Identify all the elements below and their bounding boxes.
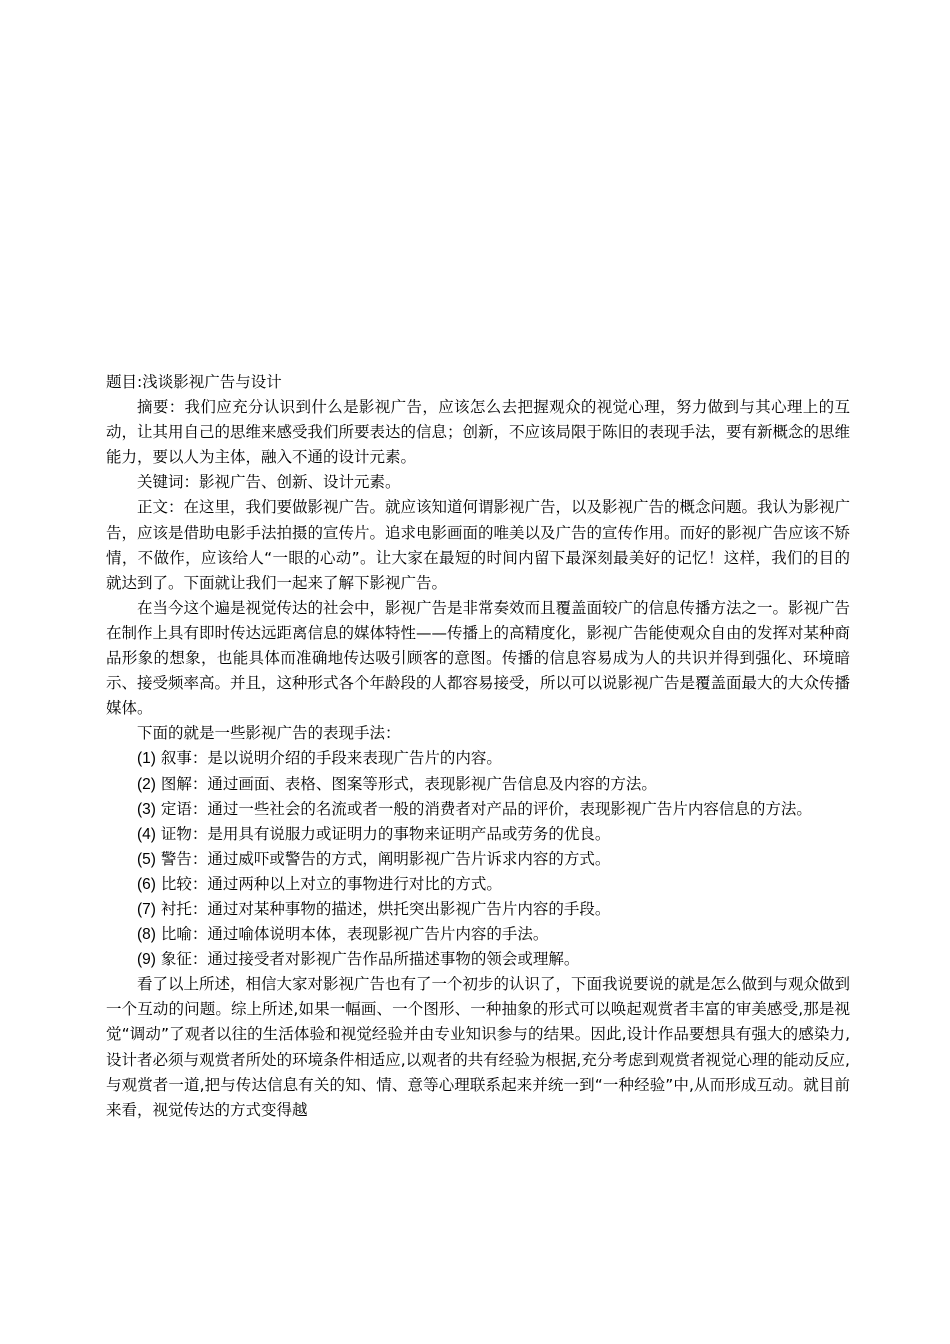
list-item [106, 797, 850, 822]
list-item-text: 比较：通过两种以上对立的事物进行对比的方式。 [155, 874, 502, 893]
list-item-text: 象征：通过接受者对影视广告作品所描述事物的领会或理解。 [155, 950, 580, 969]
keywords-paragraph: 关键词：影视广告、创新、设计元素。 [137, 473, 401, 492]
list-item-text: 叙事：是以说明介绍的手段来表现广告片的内容。 [155, 749, 502, 768]
list-intro-paragraph: 下面的就是一些影视广告的表现手法： [137, 724, 401, 743]
body-paragraph-final: 看了以上所述，相信大家对影视广告也有了一个初步的认识了，下面我说要说的就是怎么做到与观众做到一个互动的问题。综上所述,如果一幅画、一个图形、一种抽象的形式可以唤起观赏者丰富的审美感受,那是视觉“调动”了观者以往的生活体验和视觉经验并由专业知识参与的结果。因此,设计作品要想具有强大的感染力,设计者必须与观赏者所处的环境条件相适应,以观者的共有经验为根据,充分考虑到观赏者视觉心理的能动反应,与观赏者一道,把与传达信息有关的知、情、意等心理联系起来并统一到“一种经验”中,从而形成互动。就目前来看，视觉传达的方式变得越 [106, 975, 851, 1119]
body-paragraph-2: 在当今这个遍是视觉传达的社会中，影视广告是非常奏效而且覆盖面较广的信息传播方法之一。影视广告在制作上具有即时传达远距离信息的媒体特性——传播上的高精度化，影视广告能使观众自由的发挥对某种商品形象的想象，也能具体而准确地传达吸引顾客的意图。传播的信息容易成为人的共识并得到强化、环境暗示、接受频率高。并且，这种形式各个年龄段的人都容易接受，所以可以说影视广告是覆盖面最大的大众传播媒体。 [106, 598, 851, 718]
list-item [106, 847, 850, 872]
list-item-number: (4) [137, 825, 156, 843]
list-item-text: 衬托：通过对某种事物的描述，烘托突出影视广告片内容的手段。 [155, 899, 611, 918]
body-intro-paragraph: 正文：在这里，我们要做影视广告。就应该知道何谓影视广告，以及影视广告的概念问题。我认为影视广告，应该是借助电影手法拍摄的宣传片。追求电影画面的唯美以及广告的宣传作用。而好的影视广告应该不矫情，不做作，应该给人“一眼的心动”。让大家在最短的时间内留下最深刻最美好的记忆！这样，我们的目的就达到了。下面就让我们一起来了解下影视广告。 [106, 498, 851, 592]
list-item-number: (8) [137, 926, 156, 944]
list-item [106, 922, 850, 947]
list-item-text: 比喻：通过喻体说明本体，表现影视广告片内容的手法。 [155, 925, 549, 944]
abstract-paragraph: 摘要：我们应充分认识到什么是影视广告，应该怎么去把握观众的视觉心理，努力做到与其心理上的互动，让其用自己的思维来感受我们所要表达的信息；创新，不应该局限于陈旧的表现手法，要有新概念的思维能力，要以人为主体，融入不通的设计元素。 [106, 398, 851, 467]
list-item [106, 822, 850, 847]
list-item-number: (1) [137, 750, 156, 768]
list-item-number: (7) [137, 900, 156, 918]
document-page [106, 370, 850, 1123]
list-item [106, 872, 850, 897]
list-item-number: (2) [137, 775, 156, 793]
list-item-text: 证物：是用具有说服力或证明力的事物来证明产品或劳务的优良。 [155, 824, 611, 843]
list-item-number: (9) [137, 951, 156, 969]
list-item [106, 746, 850, 771]
document-title: 题目:浅谈影视广告与设计 [106, 373, 282, 391]
list-item-text: 定语：通过一些社会的名流或者一般的消费者对产品的评价，表现影视广告片内容信息的方法。 [155, 799, 812, 818]
list-item [106, 897, 850, 922]
list-item-text: 图解：通过画面、表格、图案等形式，表现影视广告信息及内容的方法。 [155, 774, 657, 793]
list-item-text: 警告：通过威吓或警告的方式，阐明影视广告片诉求内容的方式。 [155, 849, 611, 868]
list-item [106, 772, 850, 797]
list-item-number: (6) [137, 875, 156, 893]
list-item-number: (5) [137, 850, 156, 868]
list-item-number: (3) [137, 800, 156, 818]
list-item [106, 947, 850, 972]
